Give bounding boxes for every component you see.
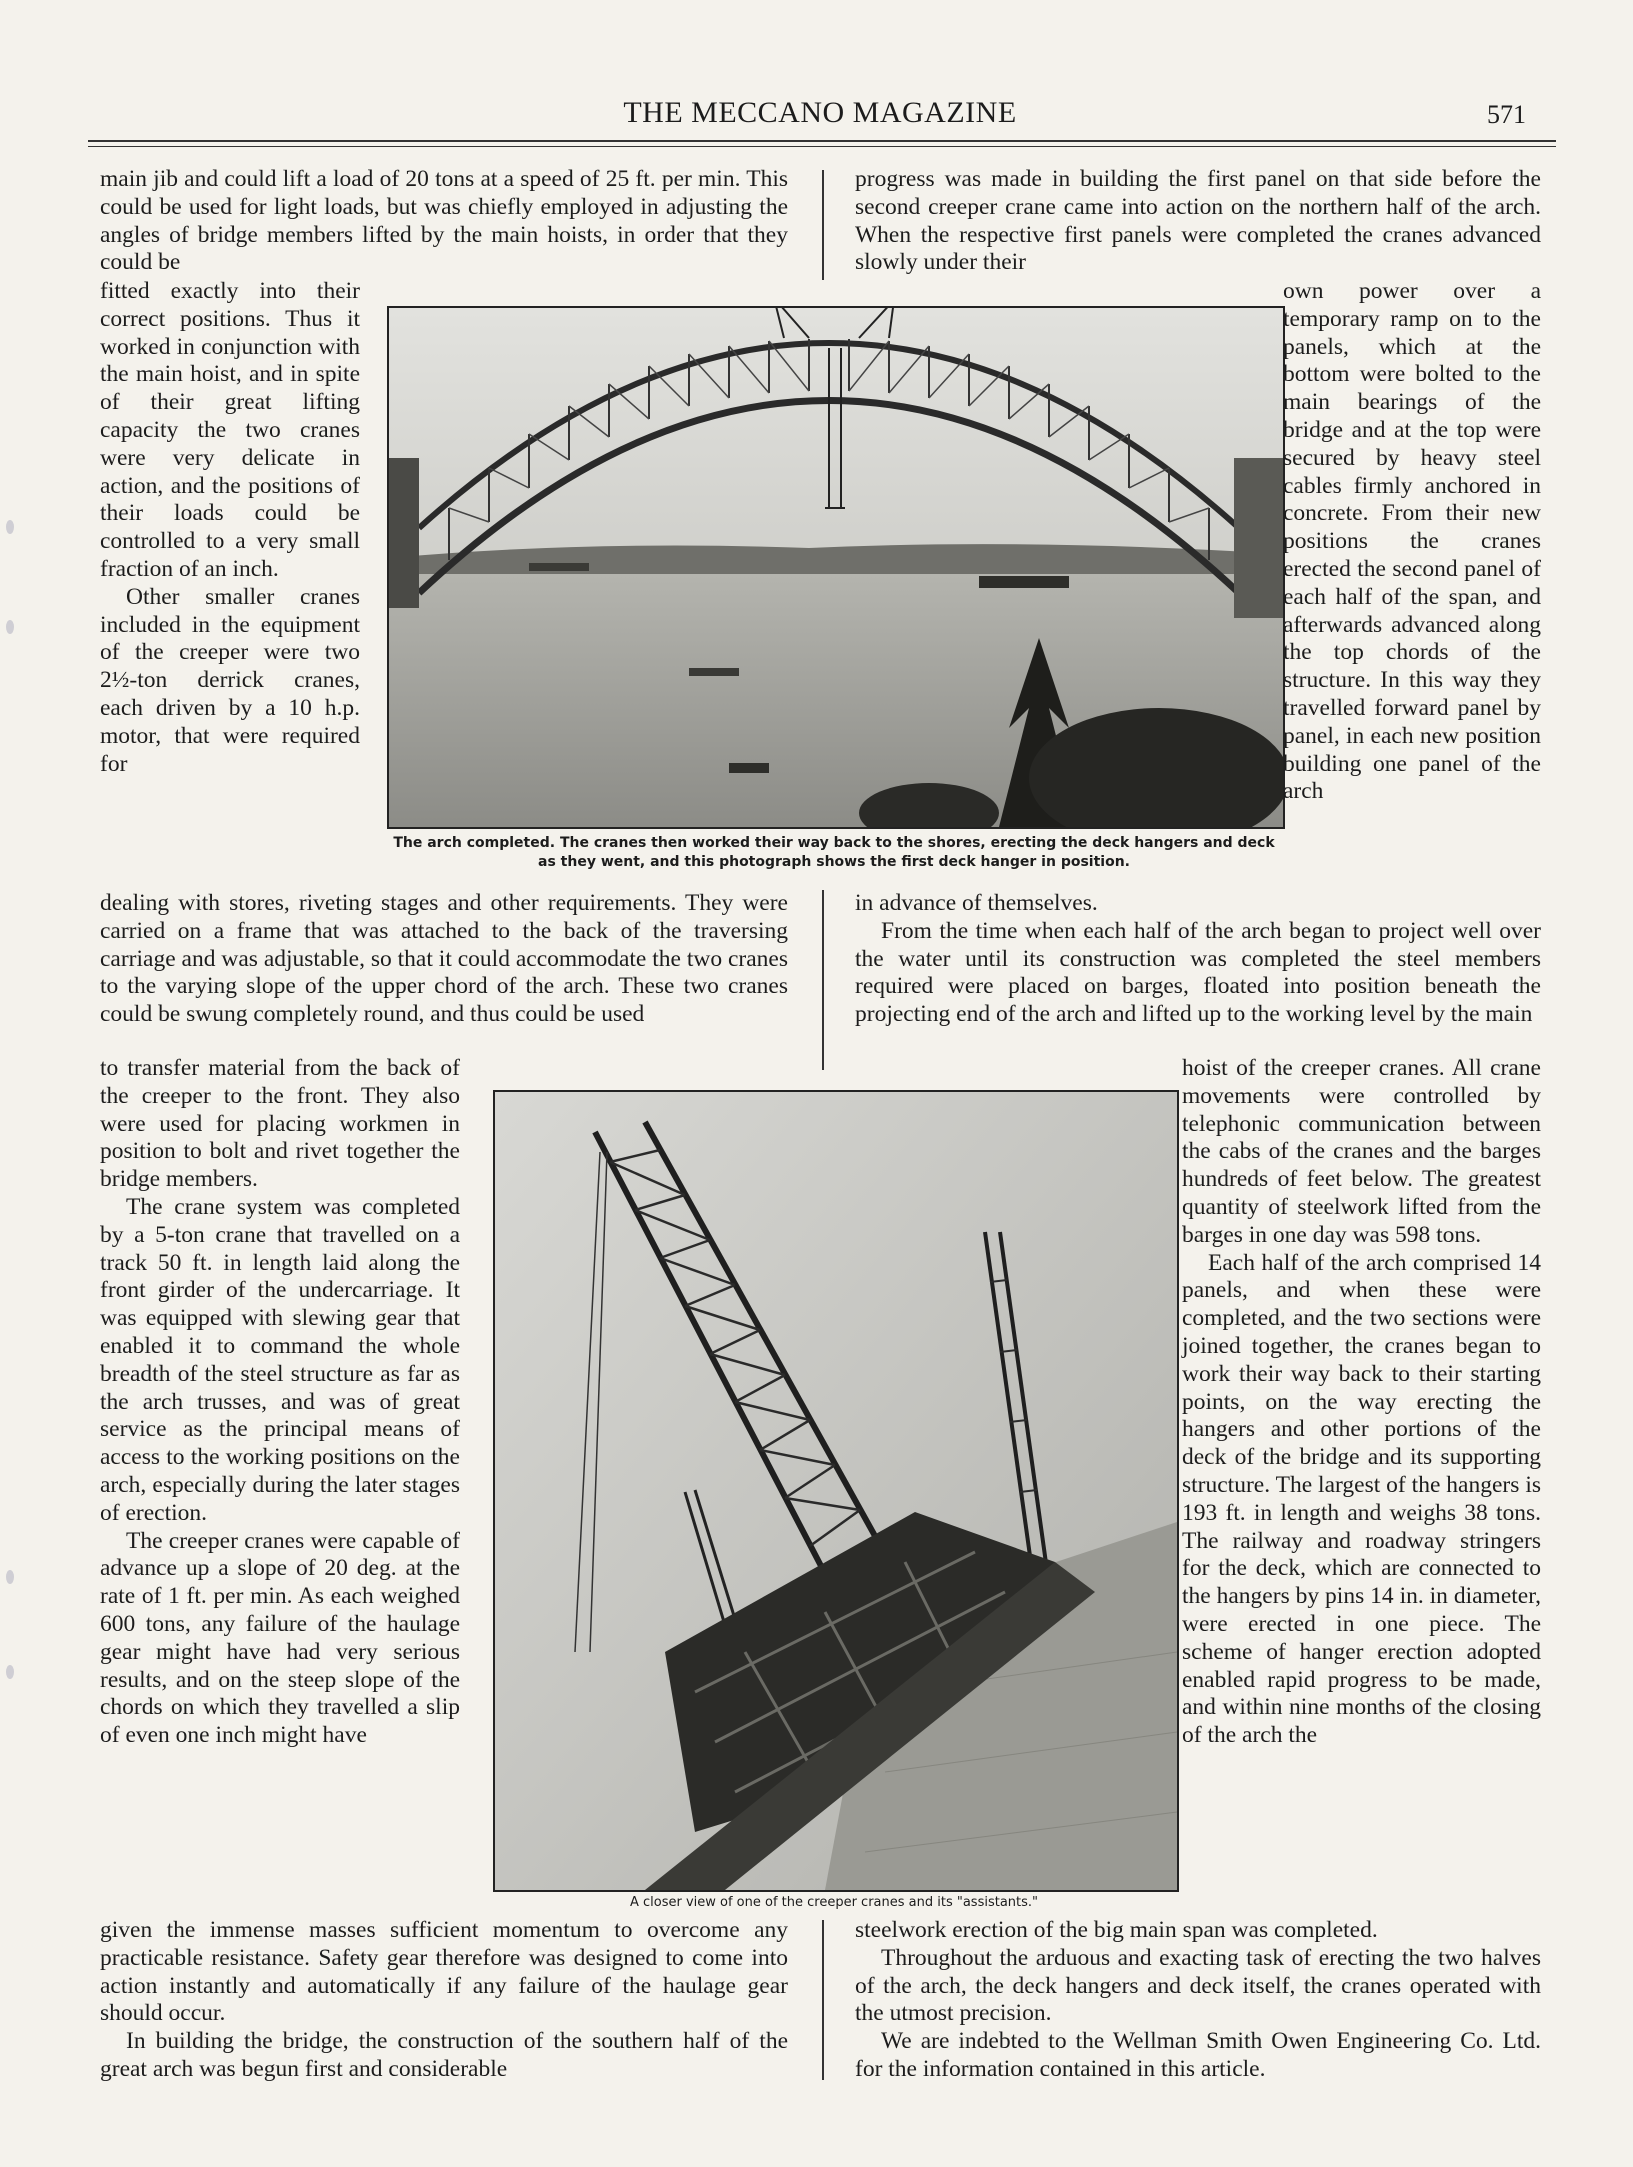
column-1-beside-photo-1	[100, 278, 360, 778]
header-rule-bottom	[88, 146, 1556, 147]
column-divider-bottom	[822, 1920, 824, 2080]
paragraph: Throughout the arduous and exacting task of erecting the two halves of the arch, the deck hangers and deck itself, the cranes operated with the utmost precision.	[855, 1944, 1541, 2027]
column-2-bottom	[855, 1917, 1541, 2084]
photo-creeper-crane	[493, 1090, 1179, 1892]
paragraph: fitted exactly into their correct positions. Thus it worked in conjunction with the main hoist, and in spite of their great lifting capacity the two cranes were very delicate in action, and the positions of their loads could be controlled to a very small fraction of an inch.	[100, 278, 360, 582]
paragraph: Each half of the arch comprised 14 panels, and when these were completed, and the two sections were joined together, the cranes began to work their way back to their starting points, on the way erecting the hangers and other portions of the deck of the bridge and its supporting structure. The largest of the hangers is 193 ft. in length and weighs 38 tons. The railway and roadway stringers for the deck, which are connected to the hangers by pins 14 in. in diameter, were erected in one piece. The scheme of hanger erection adopted enabled rapid progress to be made, and within nine months of the closing of the arch the	[1182, 1249, 1541, 1749]
paragraph: to transfer material from the back of the creeper to the front. They also were used for placing workmen in position to bolt and rivet together the bridge members.	[100, 1055, 460, 1193]
caption-photo-1: The arch completed. The cranes then worked their way back to the shores, erecting the deck hangers and deck as they went, and this photograph shows the first deck hanger in position.	[393, 835, 1275, 870]
column-1-bottom	[100, 1917, 788, 2084]
scan-margin-mark	[6, 1665, 14, 1679]
photo-arch-completed	[387, 306, 1285, 829]
paragraph: dealing with stores, riveting stages and other requirements. They were carried on a frame that was attached to the back of the traversing carriage and was adjustable, so that it could accommodate the two cranes to the varying slope of the upper chord of the arch. These two cranes could be swung completely round, and thus could be used	[100, 890, 788, 1028]
paragraph: steelwork erection of the big main span was completed.	[855, 1917, 1378, 1943]
scan-margin-mark	[6, 620, 14, 634]
paragraph: Other smaller cranes included in the equipment of the creeper were two 2½-ton derrick cranes, each driven by a 10 h.p. motor, that were required for	[100, 583, 360, 777]
column-2-middle	[855, 890, 1541, 1029]
column-2-top	[855, 166, 1541, 277]
header-rule-top	[88, 140, 1556, 142]
paragraph: hoist of the creeper cranes. All crane movements were controlled by telephonic communication between the cabs of the cranes and the barges hundreds of feet below. The greatest quantity of steelwork lifted from the barges in one day was 598 tons.	[1182, 1055, 1541, 1248]
column-divider-middle	[822, 890, 824, 1070]
page-number: 571	[1487, 100, 1526, 129]
column-1-beside-photo-2	[100, 1055, 460, 1750]
arch-bridge-image	[389, 308, 1283, 827]
scan-margin-mark	[6, 1570, 14, 1584]
page-header-title: THE MECCANO MAGAZINE	[623, 96, 1017, 129]
paragraph: From the time when each half of the arch began to project well over the water until its construction was completed the steel members required were placed on barges, floated into position beneath the projecting end of the arch and lifted up to the working level by the main	[855, 917, 1541, 1028]
paragraph: main jib and could lift a load of 20 tons at a speed of 25 ft. per min. This could be used for light loads, but was chiefly employed in adjusting the angles of bridge members lifted by the main hoists, in order that they could be	[100, 166, 788, 276]
creeper-crane-image	[495, 1092, 1177, 1890]
caption-photo-2: A closer view of one of the creeper cranes and its "assistants."	[629, 1895, 1039, 1910]
paragraph: given the immense masses sufficient momentum to overcome any practicable resistance. Safety gear therefore was designed to come into action instantly and automatically if any failure of the haulage gear should occur.	[100, 1917, 788, 2027]
column-2-beside-photo-1	[1283, 278, 1541, 806]
paragraph: We are indebted to the Wellman Smith Owen Engineering Co. Ltd. for the information contained in this article.	[855, 2028, 1541, 2082]
paragraph: In building the bridge, the construction of the southern half of the great arch was begun first and considerable	[100, 2028, 788, 2082]
column-1-middle	[100, 890, 788, 1029]
paragraph: progress was made in building the first panel on that side before the second creeper crane came into action on the northern half of the arch. When the respective first panels were completed the cranes advanced slowly under their	[855, 166, 1541, 276]
column-divider-top	[822, 170, 824, 280]
column-1-top	[100, 166, 788, 277]
column-2-beside-photo-2	[1182, 1055, 1541, 1750]
scan-margin-mark	[6, 520, 14, 534]
paragraph: The crane system was completed by a 5-ton crane that travelled on a track 50 ft. in length laid along the front girder of the undercarriage. It was equipped with slewing gear that enabled it to command the whole breadth of the steel structure as far as the arch trusses, and was of great service as the principal means of access to the working positions on the arch, especially during the later stages of erection.	[100, 1193, 460, 1526]
paragraph: in advance of themselves.	[855, 890, 1098, 916]
paragraph: The creeper cranes were capable of advance up a slope of 20 deg. at the rate of 1 ft. per min. As each weighed 600 tons, any failure of the haulage gear might have had very serious results, and on the steep slope of the chords on which they travelled a slip of even one inch might have	[100, 1527, 460, 1749]
paragraph: own power over a temporary ramp on to the panels, which at the bottom were bolted to the main bearings of the bridge and at the top were secured by heavy steel cables firmly anchored in concrete. From their new positions the cranes erected the second panel of each half of the span, and afterwards advanced along the top chords of the structure. In this way they travelled forward panel by panel, in each new position building one panel of the arch	[1283, 278, 1541, 805]
